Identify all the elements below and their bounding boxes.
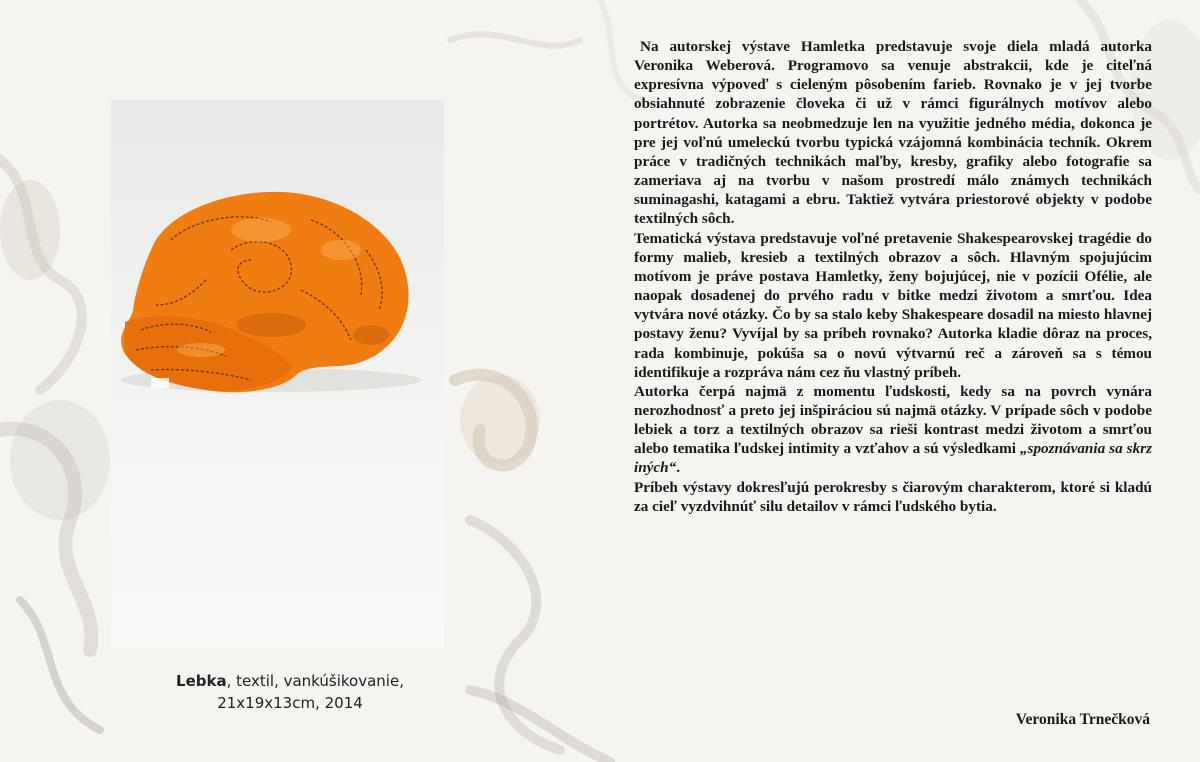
paragraph-inspiration-text: Autorka čerpá najmä z momentu ľudskosti, kedy sa na povrch vynára nerozhodnosť a preto jej inšpiráciou sú najmä otázky. V prípade sôch v podobe lebiek a torz a textilných obrazov sa rieši kontrast medzi životom a smrťou alebo tematika ľudskej intimity a vzťahov a sú výsledkami [634,382,1152,458]
paragraph-story: Príbeh výstavy dokresľujú perokresby s čiarovým charakterom, ktoré si kladú za cieľ vyzdvihnúť silu detailov v rámci ľudského bytia. [634,478,1152,515]
paragraph-inspiration-end: . [676,459,680,477]
article-text [634,37,1152,516]
orange-textile-skull-image [111,100,444,648]
quoted-phrase: „spoznávania sa skrz iných“ [634,440,1152,477]
artwork-title: Lebka [176,672,227,690]
paragraph-inspiration [634,382,1152,478]
author-signature: Veronika Trnečková [1015,711,1150,728]
paragraph-intro: Na autorskej výstave Hamletka predstavuje svoje diela mladá autorka Veronika Weberová. Programovo sa venuje abstrakcii, kde je citeľná expresívna výpoveď s cieleným pôsobením farieb. Rovnako je v jej tvorbe obsiahnuté zobrazenie človeka či už v rámci figurálnych motívov alebo portrétov. Autorka sa neobmedzuje len na využitie jedného média, dokonca je pre jej voľnú umeleckú tvorbu typická vzájomná kombinácia techník. Okrem práce v tradičných technikách maľby, kresby, grafiky alebo fotografie sa zameriava aj na tvorbu v našom prostredí málo známych technikách suminagashi, katagami a ebru. Taktiež vytvára priestorové objekty v podobe textilných sôch. [634,38,1152,228]
artwork-dimensions: 21x19x13cm, 2014 [217,694,363,712]
artwork-details: , textil, vankúšikovanie, [226,672,404,690]
artwork-photo [111,100,444,648]
paragraph-theme: Tematická výstava predstavuje voľné pretavenie Shakespearovskej tragédie do formy malieb, kresieb a textilných obrazov a sôch. Hlavným spojujúcim motívom je práve postava Hamletky, ženy bojujúcej, nie v pozícii Ofélie, ale naopak dosadenej do prvého radu v bitke medzi životom a smrťou. Idea vytvára nové otázky. Čo by sa stalo keby Shakespeare dosadil na miesto hlavnej postavy ženu? Vyvíjal by sa príbeh rovnako? Autorka kladie dôraz na proces, rada kombinuje, pokúša sa o novú výtvarnú reč a zároveň sa s témou identifikuje a rozpráva nám cez ňu vlastný príbeh. [634,229,1152,381]
artwork-caption [150,670,430,714]
